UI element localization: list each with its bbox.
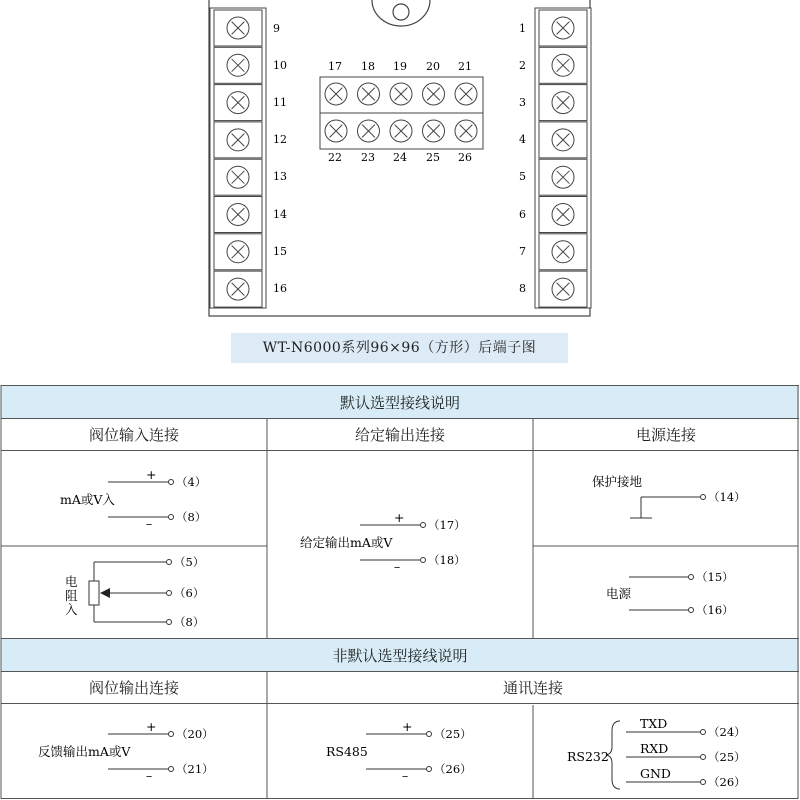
mav-minus: – xyxy=(146,516,153,531)
screw-terminal-icon xyxy=(325,120,347,142)
screw-terminal-icon xyxy=(455,120,477,142)
screw-terminal-icon xyxy=(390,83,412,105)
terminal-label-20: 20 xyxy=(426,60,440,73)
setpoint-minus: – xyxy=(394,559,401,574)
screw-terminal-icon xyxy=(227,241,249,263)
resistor-label-2: 阻 xyxy=(65,588,78,603)
screw-terminal-icon xyxy=(552,166,574,188)
screw-terminal-icon xyxy=(552,241,574,263)
terminal-label-21: 21 xyxy=(458,60,472,73)
rs485-minus: – xyxy=(402,768,409,783)
screw-terminal-icon xyxy=(552,129,574,151)
screw-terminal-icon xyxy=(423,120,445,142)
rs232-txd: TXD xyxy=(640,716,668,731)
wiring-diagrams xyxy=(0,385,800,799)
terminal-label-4: 4 xyxy=(519,133,526,146)
terminal-label-25: 25 xyxy=(426,151,440,164)
terminal-label-2: 2 xyxy=(519,59,526,72)
rs232-gnd: GND xyxy=(640,766,671,781)
terminal-label-11: 11 xyxy=(273,96,287,109)
terminal-label-9: 9 xyxy=(273,22,280,35)
ground-label: 保护接地 xyxy=(592,474,643,489)
feedback-minus: – xyxy=(146,768,153,783)
pin-4: （4） xyxy=(176,475,207,489)
pin-6: （6） xyxy=(174,586,205,600)
terminal-label-12: 12 xyxy=(273,133,287,146)
diagram-caption: WT-N6000系列96×96（方形）后端子图 xyxy=(231,333,568,363)
terminal-label-13: 13 xyxy=(273,170,287,183)
pin-18: （18） xyxy=(428,553,466,567)
wiper-arrow-icon xyxy=(100,588,110,598)
col-communication: 通讯连接 xyxy=(267,672,799,704)
screw-terminal-icon xyxy=(552,17,574,39)
mounting-hole-icon xyxy=(393,4,409,20)
col-power: 电源连接 xyxy=(533,419,799,451)
pin-15: （15） xyxy=(696,570,734,584)
col-setpoint-output: 给定输出连接 xyxy=(267,419,533,451)
resistor-label-3: 入 xyxy=(65,602,78,617)
feedback-plus: + xyxy=(146,719,157,734)
screw-terminal-icon xyxy=(227,17,249,39)
setpoint-plus: + xyxy=(394,510,405,525)
rs232-rxd: RXD xyxy=(640,741,669,756)
screw-terminal-icon xyxy=(358,120,380,142)
pin-16: （16） xyxy=(696,603,734,617)
col-valve-output: 阀位输出连接 xyxy=(1,672,267,704)
setpoint-label: 给定输出mA或V xyxy=(300,535,393,550)
pin-21: （21） xyxy=(176,762,214,776)
screw-terminal-icon xyxy=(227,204,249,226)
terminal-label-14: 14 xyxy=(273,208,287,221)
pin-24: （24） xyxy=(708,725,746,739)
pin-25a: （25） xyxy=(434,727,472,741)
screw-terminal-icon xyxy=(227,278,249,300)
screw-terminal-icon xyxy=(227,92,249,114)
terminal-label-18: 18 xyxy=(361,60,375,73)
pin-26b: （26） xyxy=(708,775,746,789)
pin-20: （20） xyxy=(176,727,214,741)
screw-terminal-icon xyxy=(552,92,574,114)
screw-terminal-icon xyxy=(423,83,445,105)
screw-terminal-icon xyxy=(552,204,574,226)
terminal-label-7: 7 xyxy=(519,245,526,258)
power-label: 电源 xyxy=(606,586,632,601)
terminal-label-1: 1 xyxy=(519,22,526,35)
pin-8a: （8） xyxy=(176,510,207,524)
screw-terminal-icon xyxy=(358,83,380,105)
pin-5: （5） xyxy=(174,555,205,569)
terminal-label-19: 19 xyxy=(393,60,407,73)
screw-terminal-icon xyxy=(325,83,347,105)
mav-input-label: mA或V入 xyxy=(60,492,115,507)
terminal-label-6: 6 xyxy=(519,208,526,221)
screw-terminal-icon xyxy=(227,129,249,151)
terminal-label-8: 8 xyxy=(519,282,526,295)
rs485-plus: + xyxy=(402,719,413,734)
terminal-label-26: 26 xyxy=(458,151,472,164)
rear-terminal-diagram xyxy=(0,0,800,330)
nondefault-section-title: 非默认选型接线说明 xyxy=(1,638,799,672)
screw-terminal-icon xyxy=(227,54,249,76)
terminal-label-23: 23 xyxy=(361,151,375,164)
pin-17: （17） xyxy=(428,518,466,532)
rs232-label: RS232 xyxy=(567,749,609,764)
pin-26a: （26） xyxy=(434,762,472,776)
screw-terminal-icon xyxy=(390,120,412,142)
terminal-label-3: 3 xyxy=(519,96,526,109)
screw-terminal-icon xyxy=(552,54,574,76)
screw-terminal-icon xyxy=(552,278,574,300)
rs485-label: RS485 xyxy=(326,744,368,759)
terminal-label-10: 10 xyxy=(273,59,287,72)
terminal-label-5: 5 xyxy=(519,170,526,183)
default-section-title: 默认选型接线说明 xyxy=(1,385,799,419)
pin-25b: （25） xyxy=(708,750,746,764)
resistor-label-1: 电 xyxy=(65,574,78,589)
feedback-label: 反馈输出mA或V xyxy=(38,744,131,759)
col-valve-input: 阀位输入连接 xyxy=(1,419,267,451)
terminal-label-24: 24 xyxy=(393,151,407,164)
terminal-label-15: 15 xyxy=(273,245,287,258)
terminal-label-16: 16 xyxy=(273,282,287,295)
screw-terminal-icon xyxy=(455,83,477,105)
screw-terminal-icon xyxy=(227,166,249,188)
pin-14: （14） xyxy=(708,490,746,504)
pin-8b: （8） xyxy=(174,615,205,629)
terminal-label-22: 22 xyxy=(328,151,342,164)
mav-plus: + xyxy=(146,467,157,482)
terminal-label-17: 17 xyxy=(328,60,342,73)
